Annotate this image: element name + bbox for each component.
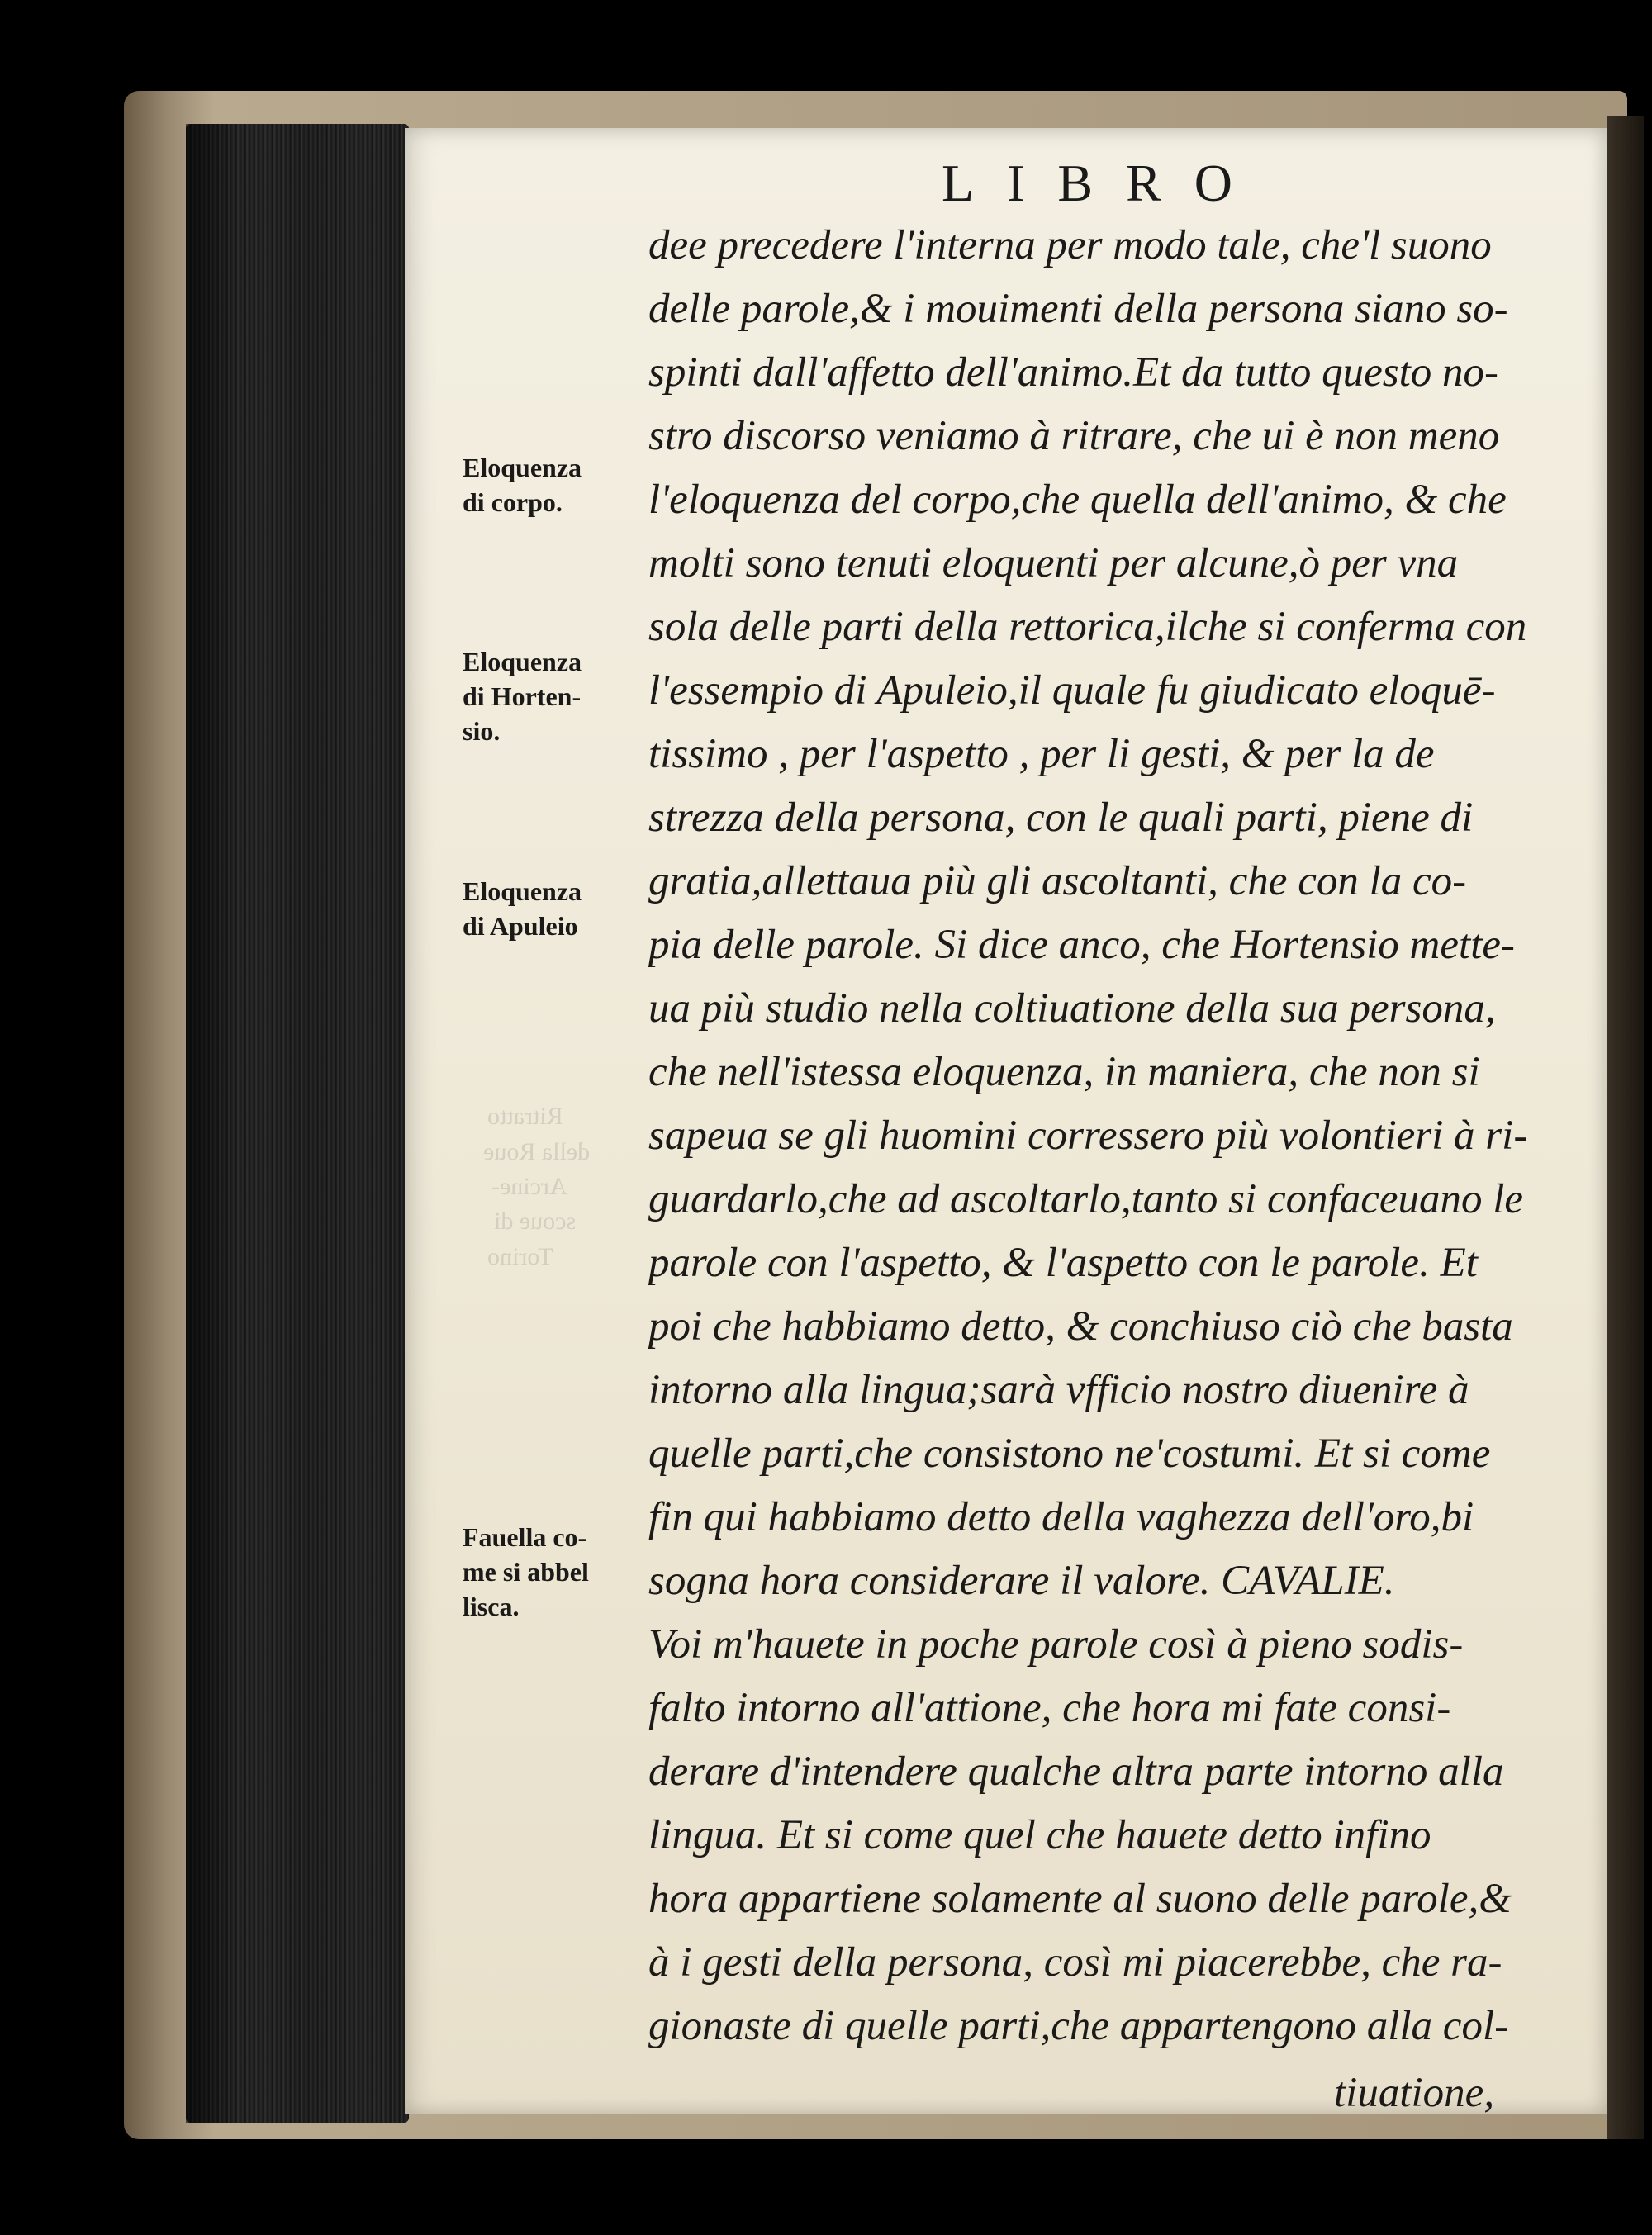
text-line: poi che habbiamo detto, & conchiuso ciò che basta — [648, 1303, 1513, 1350]
text-line: spinti dall'affetto dell'animo.Et da tutto questo no- — [648, 349, 1499, 396]
text-line: à i gesti della persona, così mi piacerebbe, che ra- — [648, 1939, 1502, 1986]
text-line: falto intorno all'attione, che hora mi fate consi- — [648, 1685, 1451, 1731]
text-line: derare d'intendere qualche altra parte intorno alla — [648, 1749, 1504, 1795]
facing-page-edge — [1607, 116, 1644, 2139]
catchword: tiuatione, — [1334, 2070, 1495, 2116]
text-line: strezza della persona, con le quali parti, piene di — [648, 795, 1474, 841]
page-edges-shadow — [186, 124, 235, 2123]
text-line: l'eloquenza del corpo,che quella dell'animo, & che — [648, 477, 1507, 523]
margin-note: Eloquenza di Horten- sio. — [463, 647, 582, 746]
text-line: molti sono tenuti eloquenti per alcune,ò per vna — [648, 540, 1459, 586]
text-line: stro discorso veniamo à ritrare, che ui è non meno — [648, 413, 1500, 459]
text-line: gionaste di quelle parti,che appartengono alla col- — [648, 2003, 1509, 2049]
text-line: guardarlo,che ad ascoltarlo,tanto si confaceuano le — [648, 1176, 1524, 1222]
text-line: lingua. Et si come quel che hauete detto infino — [648, 1812, 1431, 1858]
text-line: intorno alla lingua;sarà vfficio nostro diuenire à — [648, 1367, 1469, 1413]
text-line: sogna hora considerare il valore. CAVALIE. — [648, 1558, 1395, 1604]
text-line: gratia,allettaua più gli ascoltanti, che con la co- — [648, 858, 1467, 904]
bleed-through-3: Arcine- — [491, 1173, 567, 1200]
page-header: LIBRO — [942, 154, 1265, 212]
text-line: delle parole,& i mouimenti della persona siano so- — [648, 286, 1508, 332]
bleed-through-1: Ritratto — [487, 1103, 563, 1130]
bleed-through-2: della Roue — [483, 1138, 591, 1165]
text-line: tissimo , per l'aspetto , per li gesti, & per la de — [648, 731, 1435, 777]
text-line: parole con l'aspetto, & l'aspetto con le parole. Et — [648, 1240, 1478, 1286]
margin-note: Eloquenza di Apuleio — [463, 876, 582, 941]
text-line: pia delle parole. Si dice anco, che Hortensio mette- — [648, 922, 1515, 968]
margin-note: Eloquenza di corpo. — [463, 453, 582, 517]
text-line: quelle parti,che consistono ne'costumi. Et si come — [648, 1431, 1491, 1477]
text-line: l'essempio di Apuleio,il quale fu giudicato eloquē- — [648, 667, 1496, 714]
bleed-through-4: scoue di — [494, 1208, 577, 1235]
text-line: che nell'istessa eloquenza, in maniera, che non si — [648, 1049, 1480, 1095]
text-line: sola delle parti della rettorica,ilche si conferma con — [648, 604, 1527, 650]
text-line: Voi m'hauete in poche parole così à pieno sodis- — [648, 1621, 1464, 1668]
bleed-through-5: Torino — [487, 1243, 553, 1270]
text-line: hora appartiene solamente al suono delle parole,& — [648, 1876, 1512, 1922]
text-line: sapeua se gli huomini corressero più volontieri à ri- — [648, 1113, 1528, 1159]
text-line: dee precedere l'interna per modo tale, che'l suono — [648, 222, 1492, 268]
margin-note: Fauella co- me si abbel lisca. — [463, 1522, 589, 1621]
text-line: ua più studio nella coltiuatione della sua persona, — [648, 985, 1496, 1032]
text-line: fin qui habbiamo detto della vaghezza dell'oro,bi — [648, 1494, 1474, 1540]
